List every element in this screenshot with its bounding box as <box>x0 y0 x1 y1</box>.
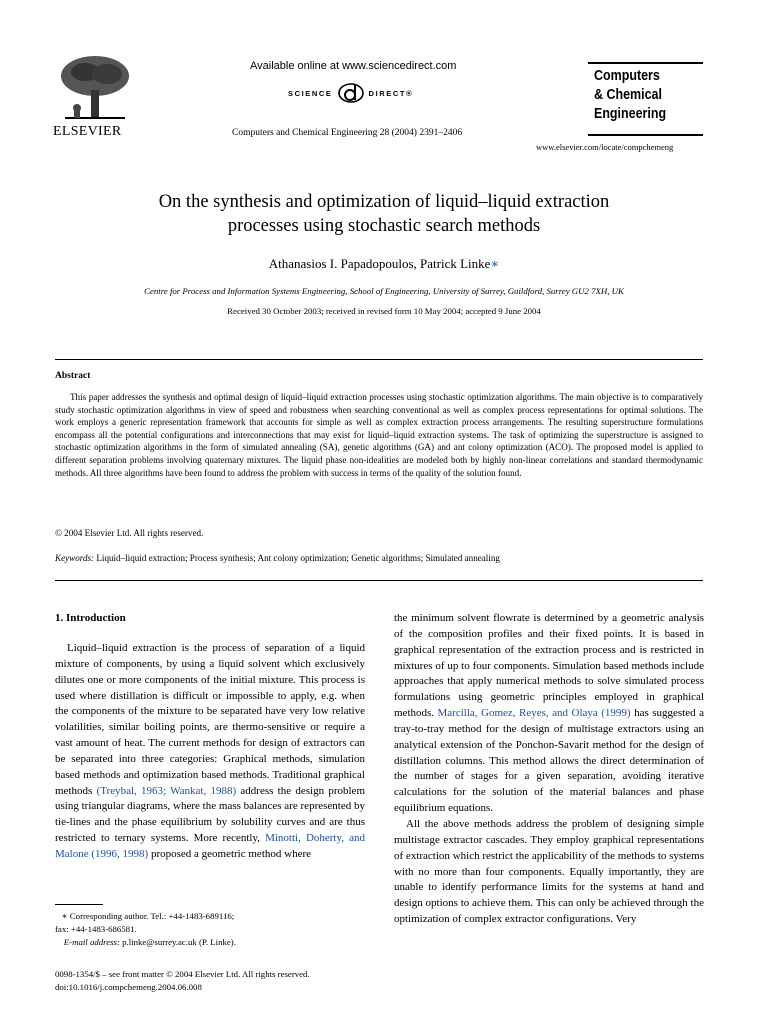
affiliation: Centre for Process and Information Systems Engineering, School of Engineering, University of Surrey, Guildford, Surrey GU2 7XH, UK <box>144 286 624 296</box>
footnote-line: fax: +44-1483-686581. <box>55 924 137 934</box>
journal-citation: Computers and Chemical Engineering 28 (2004) 2391–2406 <box>232 128 463 138</box>
citation-link[interactable]: Marcilla, Gomez, Reyes, and Olaya (1999) <box>437 707 631 720</box>
footnote <box>55 910 236 949</box>
author-names: Athanasios I. Papadopoulos, Patrick Linke <box>268 256 491 271</box>
author-list <box>60 256 708 272</box>
journal-title-line: Computers <box>594 68 660 84</box>
doi-link[interactable]: doi:10.1016/j.compchemeng.2004.06.008 <box>55 982 202 992</box>
paragraph <box>394 611 704 817</box>
footnote-line <box>55 936 236 949</box>
paragraph-text: address the design problem using triangular diagrams, where the mass balances are represented by tie-lines and the phase equilibrium by solubility curves and are thus restricted to ternary systems. More recently, <box>55 784 365 845</box>
body-column-left <box>55 641 365 863</box>
divider <box>55 359 703 360</box>
paragraph: All the above methods address the problem of designing simple multistage extractor cascades. They employ graphical representations of extraction which restrict the applicability of the methods to systems with no more than four components. Equally importantly, they are unable to identify performance limits for the systems at hand and design options to achieve them. This can only be achieved through the optimization of complex extractor configurations. Very <box>394 817 704 926</box>
corresponding-author-link[interactable]: ∗ <box>490 256 500 271</box>
abstract-body: This paper addresses the synthesis and optimal design of liquid–liquid extraction processes using stochastic optimization algorithms. The main objective is to comparatively study stochastic optimization algorithms in view of speed and robustness when searching conventional as well as complex process representations for optimal solutions. The work employs a generic representation framework that accounts for simple as well as complex extraction process arrangements. The resulting superstructure formulations encompass all the potential configurations and interconnections that may exist for liquid–liquid extraction systems. The task of optimizing the superstructure is assigned to stochastic optimization algorithms in the form of simulated annealing (SA), genetic algorithms (GA) and ant colony optimization (ACO). The proposed model is applied to different separation problems involving quaternary mixtures. The liquid phase non-idealities are modeled both by highly non-linear correlations and standard thermodynamic methods. All three algorithms have been found to address the problem with success in terms of the quality of the solution found. <box>55 392 703 478</box>
footnote-line <box>55 910 236 923</box>
section-heading: 1. Introduction <box>55 612 126 624</box>
sciencedirect-logo <box>288 79 413 107</box>
keywords-label: Keywords: <box>55 553 95 563</box>
received-dates: Received 30 October 2003; received in revised form 10 May 2004; accepted 9 June 2004 <box>227 306 541 316</box>
title-line: processes using stochastic search methods <box>227 216 541 236</box>
divider <box>55 580 703 581</box>
keywords <box>55 553 500 563</box>
sciencedirect-d-icon <box>337 79 365 107</box>
keywords-list: Liquid–liquid extraction; Process synthesis; Ant colony optimization; Genetic algorithms; Simulated annealing <box>96 553 500 563</box>
sd-left-text: SCIENCE <box>288 88 333 98</box>
journal-title-line: Engineering <box>594 106 667 122</box>
journal-title <box>594 67 666 124</box>
paragraph-text: has suggested a tray-to-tray method for the design of multistage extractors using an analytical extension of the Ponchon-Savarit method for the design of distillation columns. This method allows the direct determination of the number of stages for a given separation, avoiding iterative calculations for the solution of the material balances and phase equilibrium equations. <box>394 707 704 815</box>
sd-right-text: DIRECT <box>368 88 407 98</box>
journal-title-line: & Chemical <box>594 87 662 103</box>
footnote-divider <box>55 904 103 905</box>
abstract-heading: Abstract <box>55 371 91 381</box>
paragraph-text: the minimum solvent flowrate is determined by a geometric analysis of the composition profiles and their fixed points. It is based in graphical representation of the extraction process and is restricted in mixtures of up to four components. Simulation based methods include approaches that apply numerical methods to solve simulated process formulations using geometric principles employed in graphical methods. <box>394 612 704 720</box>
email-label: E-mail address: <box>63 937 120 947</box>
article-title <box>60 190 708 238</box>
journal-url-link[interactable]: www.elsevier.com/locate/compchemeng <box>536 142 674 152</box>
abstract-copyright: © 2004 Elsevier Ltd. All rights reserved. <box>55 528 204 538</box>
title-line: On the synthesis and optimization of liquid–liquid extraction <box>158 192 610 212</box>
citation-link[interactable]: (Treybal, 1963; Wankat, 1988) <box>96 784 237 797</box>
issn-line: 0098-1354/$ – see front matter © 2004 Elsevier Ltd. All rights reserved. <box>55 969 310 979</box>
publisher-name: ELSEVIER <box>53 124 122 139</box>
citation-link[interactable]: Minotti, Doherty, and Malone (1996, 1998) <box>55 832 366 860</box>
paragraph-text: Liquid–liquid extraction is the process of separation of a liquid mixture of components, by using a liquid solvent which exclusively dilutes one or more components of the initial mixture. This process is used where distillation is difficult or impossible to apply, e.g. when the components of the mixture to be separated have very low relative volatilities, similar boiling points, are thermo-sensitive or require a vast amount of heat. The current methods for design of extractors can be separated into three categories: Graphical methods, simulation based methods and optimization based methods. Traditional graphical methods <box>55 642 365 797</box>
paragraph-text: proposed a geometric method where <box>148 847 311 860</box>
sd-trademark: ® <box>406 88 414 98</box>
footnote-mark: ∗ <box>61 911 68 921</box>
email-link[interactable]: p.linke@surrey.ac.uk (P. Linke). <box>122 937 236 947</box>
body-column-right <box>394 611 704 928</box>
footnote-text: Corresponding author. Tel.: +44-1483-689116; <box>69 911 235 921</box>
front-matter <box>55 968 310 994</box>
journal-title-box <box>588 62 703 136</box>
available-online-text: Available online at www.sciencedirect.com <box>250 60 457 72</box>
